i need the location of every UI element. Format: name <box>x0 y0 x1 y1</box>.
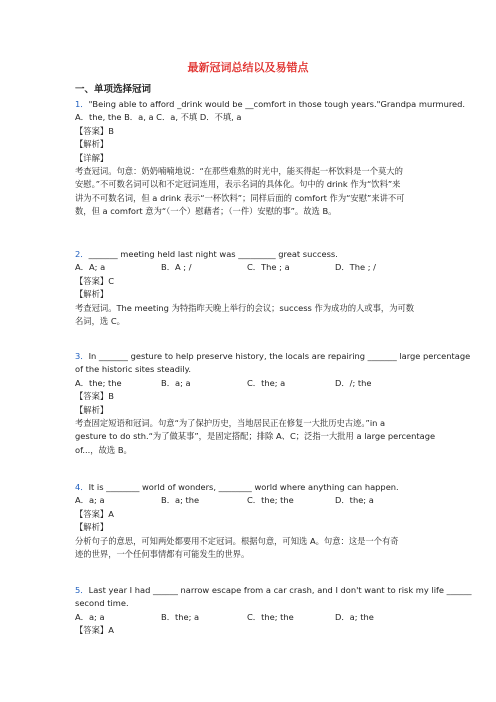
section-heading: 一、单项选择冠词 <box>75 84 152 95</box>
answer-label: 【答案】B <box>75 391 114 402</box>
option-a: A．a; a <box>75 611 105 622</box>
option-d: D．/; the <box>335 377 372 388</box>
explanation-line: of...，故选 B。 <box>75 444 132 455</box>
detail-label: 【详解】 <box>75 152 109 163</box>
option-c: C．the; the <box>247 611 294 622</box>
option-a: A．the; the <box>75 377 122 388</box>
explanation-line: gesture to do sth.“为了做某事”，是固定搭配；排除 A、C；泛指一大批用 a large percentage <box>75 431 436 442</box>
question-stem: 4．It is ________ world of wonders, ________ world where anything can happen. <box>75 482 399 492</box>
answer-label: 【答案】B <box>75 125 114 136</box>
explanation-line: 数，但 a comfort 意为“（一个）慰藉者；（一件）安慰的事”。故选 B。 <box>75 206 337 217</box>
explanation-line: 安慰。”不可数名词可以和不定冠词连用，表示名词的具体化。句中的 drink 作为“饮料”来 <box>75 179 401 190</box>
question-stem: 1．"Being able to afford _drink would be __comfort in those tough years."Grandpa murmured. <box>75 99 466 109</box>
question-options <box>75 611 427 624</box>
explanation-line: 考查冠词。句意：奶奶喃喃地说：“在那些难熬的时光中，能买得起一杯饮料是一个莫大的 <box>75 165 403 176</box>
option-c: C．the; a <box>247 377 286 388</box>
option-b: B．A ; / <box>161 262 192 273</box>
question-number: 2． <box>75 249 89 259</box>
question-options <box>75 377 427 390</box>
option-b: B．the; a <box>161 611 200 622</box>
question-stem-continued: of the historic sites steadily. <box>75 364 191 375</box>
question-number: 3． <box>75 351 89 361</box>
question-stem: 3．In _______ gesture to help preserve history, the locals are repairing _______ large percentage <box>75 351 471 361</box>
option-d: D．the; a <box>335 495 374 506</box>
question-2 <box>75 248 427 328</box>
answer-label: 【答案】C <box>75 275 114 286</box>
question-stem: 5．Last year I had ______ narrow escape from a car crash, and I don't want to risk my life ______ <box>75 585 472 595</box>
question-3 <box>75 350 471 457</box>
explanation-line: 名词，选 C。 <box>75 315 125 326</box>
option-b: B．a; the <box>161 495 200 506</box>
option-a: A．A; a <box>75 262 106 273</box>
document-title: 最新冠词总结以及易错点 <box>187 61 309 74</box>
explanation-line: 考查固定短语和冠词。句意“为了保护历史，当地居民正在修复一大批历史古迹。”in a <box>75 417 386 428</box>
answer-label: 【答案】A <box>75 508 114 519</box>
analysis-label: 【解析】 <box>75 404 109 415</box>
question-options: A．the, the B．a, a C．a, 不填 D．不填, a <box>75 112 242 123</box>
question-stem: 2．_______ meeting held last night was _________ great success. <box>75 249 338 259</box>
explanation-line: 考查冠词。The meeting 为特指昨天晚上举行的会议；success 作为成功的人或事，为可数 <box>75 302 415 313</box>
option-a: A．a; a <box>75 495 105 506</box>
analysis-label: 【解析】 <box>75 289 109 300</box>
option-d: D．a; the <box>335 611 374 622</box>
question-options <box>75 494 427 507</box>
analysis-label: 【解析】 <box>75 522 109 533</box>
analysis-label: 【解析】 <box>75 139 109 150</box>
option-c: C．The ; a <box>247 262 290 273</box>
question-number: 5． <box>75 585 89 595</box>
explanation-line: 分析句子的意思，可知两处都要用不定冠词。根据句意，可知选 A。句意：这是一个有奇 <box>75 535 399 546</box>
question-1 <box>75 98 466 219</box>
question-options <box>75 261 427 274</box>
explanation-line: 讲为不可数名词，但 a drink 表示“一杯饮料”；同样后面的 comfort 作为“安慰”来讲不可 <box>75 192 405 203</box>
question-stem-continued: second time. <box>75 598 129 609</box>
question-4 <box>75 481 427 561</box>
question-5 <box>75 584 472 638</box>
option-b: B．a; a <box>161 377 191 388</box>
option-c: C．the; the <box>247 495 294 506</box>
option-d: D．The ; / <box>335 262 376 273</box>
question-number: 4． <box>75 482 89 492</box>
explanation-line: 迹的世界，一个任何事情都有可能发生的世界。 <box>75 548 250 559</box>
question-number: 1． <box>75 99 89 109</box>
answer-label: 【答案】A <box>75 625 114 636</box>
